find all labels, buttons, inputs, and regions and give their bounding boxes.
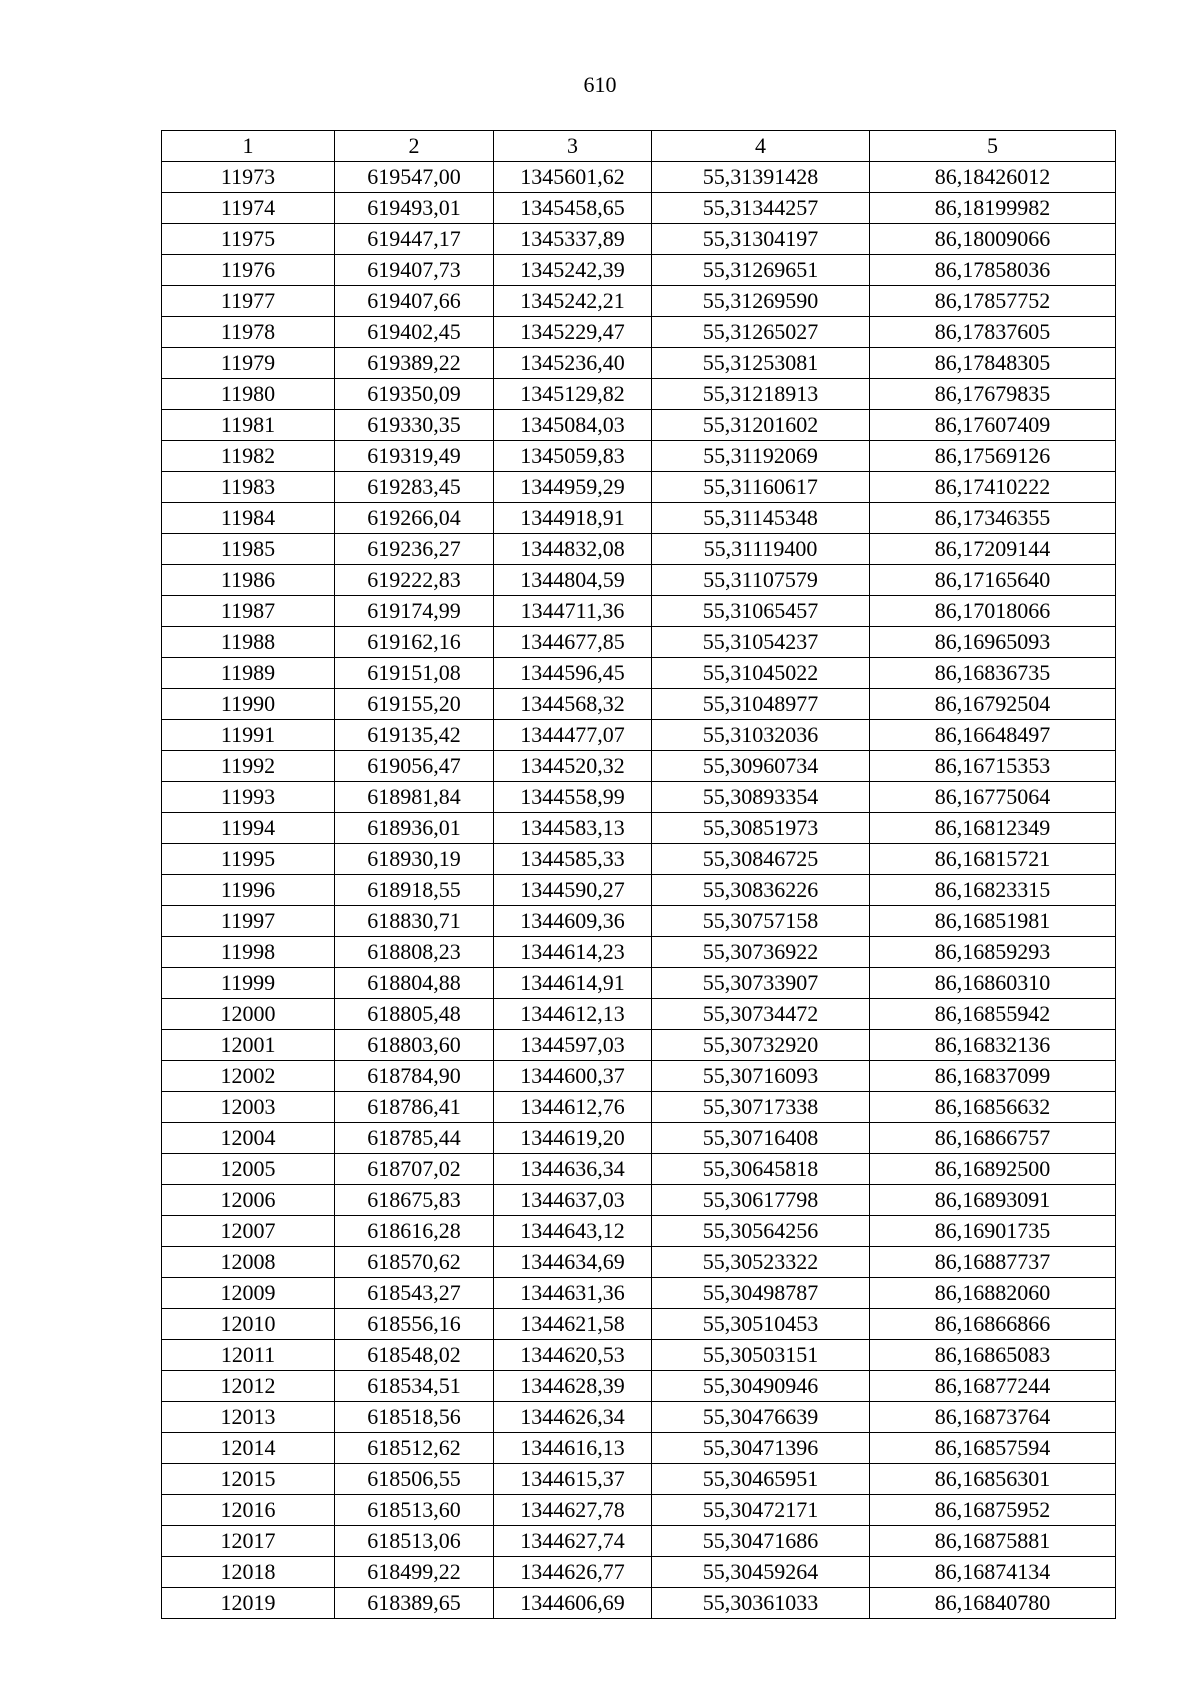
table-cell: 12019 [162,1588,335,1619]
table-row [162,1433,1116,1464]
table-cell: 619402,45 [335,317,494,348]
table-cell: 618543,27 [335,1278,494,1309]
table-cell: 86,17607409 [870,410,1116,441]
table-cell: 618513,06 [335,1526,494,1557]
table-cell: 12008 [162,1247,335,1278]
table-cell: 11992 [162,751,335,782]
table-cell: 1344614,91 [494,968,652,999]
table-cell: 618556,16 [335,1309,494,1340]
table-cell: 1344832,08 [494,534,652,565]
table-row [162,1464,1116,1495]
table-cell: 1344677,85 [494,627,652,658]
table-cell: 1344620,53 [494,1340,652,1371]
table-cell: 618616,28 [335,1216,494,1247]
table-row [162,286,1116,317]
table-cell: 55,30717338 [652,1092,870,1123]
table-cell: 86,16855942 [870,999,1116,1030]
table-cell: 55,31045022 [652,658,870,689]
table-cell: 86,16887737 [870,1247,1116,1278]
table-cell: 618518,56 [335,1402,494,1433]
table-row [162,906,1116,937]
table-cell: 1345242,39 [494,255,652,286]
table-cell: 11996 [162,875,335,906]
table-cell: 619283,45 [335,472,494,503]
table-row [162,999,1116,1030]
table-cell: 12004 [162,1123,335,1154]
table-cell: 12017 [162,1526,335,1557]
table-row [162,782,1116,813]
table-cell: 1344612,76 [494,1092,652,1123]
table-cell: 86,17569126 [870,441,1116,472]
table-row [162,193,1116,224]
table-cell: 55,30851973 [652,813,870,844]
table-cell: 12010 [162,1309,335,1340]
table-row [162,410,1116,441]
table-cell: 86,17837605 [870,317,1116,348]
table-cell: 1344627,74 [494,1526,652,1557]
table-cell: 86,16812349 [870,813,1116,844]
table-cell: 618804,88 [335,968,494,999]
table-cell: 1344619,20 [494,1123,652,1154]
table-cell: 618830,71 [335,906,494,937]
column-header: 3 [494,131,652,162]
table-cell: 55,30960734 [652,751,870,782]
table-cell: 619350,09 [335,379,494,410]
table-cell: 618570,62 [335,1247,494,1278]
table-cell: 11999 [162,968,335,999]
table-row [162,441,1116,472]
table-cell: 1344626,34 [494,1402,652,1433]
table-cell: 11978 [162,317,335,348]
table-cell: 11976 [162,255,335,286]
table-cell: 55,30716408 [652,1123,870,1154]
table-cell: 12014 [162,1433,335,1464]
table-cell: 1345229,47 [494,317,652,348]
table-row [162,844,1116,875]
table-cell: 55,30893354 [652,782,870,813]
table-cell: 1345236,40 [494,348,652,379]
table-row [162,968,1116,999]
table-cell: 55,31391428 [652,162,870,193]
table-cell: 1345601,62 [494,162,652,193]
table-cell: 618805,48 [335,999,494,1030]
table-cell: 11990 [162,689,335,720]
column-header: 2 [335,131,494,162]
table-cell: 11995 [162,844,335,875]
table-cell: 86,16775064 [870,782,1116,813]
table-cell: 1344600,37 [494,1061,652,1092]
table-cell: 55,31344257 [652,193,870,224]
table-cell: 619151,08 [335,658,494,689]
table-cell: 11984 [162,503,335,534]
table-row [162,1216,1116,1247]
table-cell: 55,31054237 [652,627,870,658]
table-cell: 619222,83 [335,565,494,596]
table-cell: 86,17410222 [870,472,1116,503]
table-row [162,1340,1116,1371]
table-cell: 11991 [162,720,335,751]
table-cell: 1344558,99 [494,782,652,813]
table-cell: 86,16866866 [870,1309,1116,1340]
table-cell: 12002 [162,1061,335,1092]
table-cell: 55,30361033 [652,1588,870,1619]
table-cell: 86,18009066 [870,224,1116,255]
table-cell: 619447,17 [335,224,494,255]
table-cell: 86,17857752 [870,286,1116,317]
table-cell: 11982 [162,441,335,472]
table-cell: 1344634,69 [494,1247,652,1278]
table-cell: 619162,16 [335,627,494,658]
table-cell: 55,30471396 [652,1433,870,1464]
table-cell: 11981 [162,410,335,441]
table-cell: 55,31107579 [652,565,870,596]
table-cell: 86,18426012 [870,162,1116,193]
table-row [162,1278,1116,1309]
table-cell: 12000 [162,999,335,1030]
table-cell: 55,31304197 [652,224,870,255]
table-cell: 86,16823315 [870,875,1116,906]
table-cell: 1344614,23 [494,937,652,968]
table-cell: 55,31253081 [652,348,870,379]
table-cell: 55,31218913 [652,379,870,410]
table-cell: 55,30733907 [652,968,870,999]
table-cell: 619266,04 [335,503,494,534]
table-cell: 12016 [162,1495,335,1526]
table-cell: 1344631,36 [494,1278,652,1309]
table-cell: 55,30846725 [652,844,870,875]
table-row [162,720,1116,751]
table-cell: 86,17848305 [870,348,1116,379]
table-cell: 619493,01 [335,193,494,224]
table-cell: 1344711,36 [494,596,652,627]
table-cell: 55,31032036 [652,720,870,751]
table-cell: 86,17209144 [870,534,1116,565]
table-cell: 1344804,59 [494,565,652,596]
table-cell: 618548,02 [335,1340,494,1371]
table-cell: 55,31269651 [652,255,870,286]
table-cell: 12009 [162,1278,335,1309]
table-cell: 1344918,91 [494,503,652,534]
coordinates-table [161,130,1116,1619]
table-cell: 12013 [162,1402,335,1433]
table-cell: 55,30476639 [652,1402,870,1433]
table-row [162,472,1116,503]
table-cell: 86,16882060 [870,1278,1116,1309]
table-cell: 11975 [162,224,335,255]
table-cell: 55,30510453 [652,1309,870,1340]
table-cell: 55,30732920 [652,1030,870,1061]
table-cell: 1345084,03 [494,410,652,441]
table-cell: 86,16892500 [870,1154,1116,1185]
table-cell: 86,16792504 [870,689,1116,720]
table-cell: 55,31265027 [652,317,870,348]
coordinates-table-body [162,131,1116,1619]
table-cell: 11973 [162,162,335,193]
table-cell: 618785,44 [335,1123,494,1154]
table-row [162,1185,1116,1216]
table-cell: 619389,22 [335,348,494,379]
table-cell: 1344621,58 [494,1309,652,1340]
table-cell: 1344520,32 [494,751,652,782]
table-cell: 86,17165640 [870,565,1116,596]
table-cell: 55,31119400 [652,534,870,565]
table-cell: 55,30617798 [652,1185,870,1216]
table-cell: 12015 [162,1464,335,1495]
table-cell: 618512,62 [335,1433,494,1464]
table-row [162,224,1116,255]
table-row [162,658,1116,689]
table-cell: 55,31201602 [652,410,870,441]
table-cell: 55,30734472 [652,999,870,1030]
table-cell: 11993 [162,782,335,813]
table-cell: 55,30471686 [652,1526,870,1557]
table-cell: 12011 [162,1340,335,1371]
table-row [162,317,1116,348]
table-cell: 618675,83 [335,1185,494,1216]
table-row [162,1557,1116,1588]
table-row [162,627,1116,658]
table-cell: 618918,55 [335,875,494,906]
table-row [162,503,1116,534]
table-cell: 55,31269590 [652,286,870,317]
table-row [162,1309,1116,1340]
table-row [162,1061,1116,1092]
column-header: 1 [162,131,335,162]
table-cell: 55,30716093 [652,1061,870,1092]
table-cell: 1344597,03 [494,1030,652,1061]
table-cell: 1344615,37 [494,1464,652,1495]
table-cell: 618808,23 [335,937,494,968]
table-cell: 55,31192069 [652,441,870,472]
table-cell: 1345242,21 [494,286,652,317]
column-header: 4 [652,131,870,162]
table-cell: 86,16815721 [870,844,1116,875]
table-cell: 55,30736922 [652,937,870,968]
table-cell: 86,16851981 [870,906,1116,937]
table-cell: 55,30465951 [652,1464,870,1495]
table-row [162,1495,1116,1526]
table-cell: 1344596,45 [494,658,652,689]
table-cell: 12018 [162,1557,335,1588]
table-cell: 11979 [162,348,335,379]
table-cell: 618506,55 [335,1464,494,1495]
page-number: 610 [583,72,617,97]
table-cell: 1345129,82 [494,379,652,410]
column-header: 5 [870,131,1116,162]
table-cell: 86,16836735 [870,658,1116,689]
table-cell: 86,16874134 [870,1557,1116,1588]
table-cell: 86,16875881 [870,1526,1116,1557]
table-row [162,813,1116,844]
table-cell: 1344609,36 [494,906,652,937]
table-cell: 86,16893091 [870,1185,1116,1216]
table-row [162,1588,1116,1619]
table-cell: 86,16860310 [870,968,1116,999]
table-cell: 86,16901735 [870,1216,1116,1247]
table-cell: 86,17346355 [870,503,1116,534]
table-cell: 55,30645818 [652,1154,870,1185]
table-cell: 12001 [162,1030,335,1061]
table-cell: 619330,35 [335,410,494,441]
table-cell: 11980 [162,379,335,410]
table-cell: 618936,01 [335,813,494,844]
table-cell: 86,16857594 [870,1433,1116,1464]
table-cell: 86,16866757 [870,1123,1116,1154]
table-cell: 55,30836226 [652,875,870,906]
table-cell: 55,30472171 [652,1495,870,1526]
table-row [162,1092,1116,1123]
table-cell: 619155,20 [335,689,494,720]
table-cell: 86,16856632 [870,1092,1116,1123]
table-cell: 86,16877244 [870,1371,1116,1402]
table-row [162,596,1116,627]
table-cell: 618513,60 [335,1495,494,1526]
table-cell: 11994 [162,813,335,844]
table-cell: 86,17018066 [870,596,1116,627]
table-cell: 86,18199982 [870,193,1116,224]
table-cell: 11987 [162,596,335,627]
table-cell: 12005 [162,1154,335,1185]
table-cell: 1344477,07 [494,720,652,751]
table-cell: 619135,42 [335,720,494,751]
table-cell: 86,16840780 [870,1588,1116,1619]
table-cell: 11997 [162,906,335,937]
table-cell: 11986 [162,565,335,596]
table-cell: 12007 [162,1216,335,1247]
table-cell: 11985 [162,534,335,565]
table-cell: 1344959,29 [494,472,652,503]
table-row [162,348,1116,379]
table-cell: 1344637,03 [494,1185,652,1216]
table-row [162,379,1116,410]
table-cell: 55,31065457 [652,596,870,627]
table-cell: 55,30459264 [652,1557,870,1588]
table-row [162,1030,1116,1061]
table-cell: 1344626,77 [494,1557,652,1588]
table-header-row [162,131,1116,162]
table-cell: 86,16965093 [870,627,1116,658]
table-cell: 618981,84 [335,782,494,813]
table-cell: 12006 [162,1185,335,1216]
table-row [162,1526,1116,1557]
table-row [162,255,1116,286]
table-cell: 1344612,13 [494,999,652,1030]
table-cell: 1345458,65 [494,193,652,224]
table-row [162,162,1116,193]
table-cell: 11974 [162,193,335,224]
table-row [162,1402,1116,1433]
table-cell: 619236,27 [335,534,494,565]
table-cell: 55,30757158 [652,906,870,937]
table-cell: 86,16837099 [870,1061,1116,1092]
table-cell: 618786,41 [335,1092,494,1123]
table-cell: 86,16875952 [870,1495,1116,1526]
table-cell: 619056,47 [335,751,494,782]
table-cell: 86,16856301 [870,1464,1116,1495]
table-cell: 618707,02 [335,1154,494,1185]
table-cell: 1344568,32 [494,689,652,720]
table-cell: 86,16865083 [870,1340,1116,1371]
table-row [162,937,1116,968]
table-row [162,565,1116,596]
table-cell: 618803,60 [335,1030,494,1061]
table-cell: 618389,65 [335,1588,494,1619]
table-cell: 86,16715353 [870,751,1116,782]
table-cell: 11998 [162,937,335,968]
table-cell: 1344616,13 [494,1433,652,1464]
table-cell: 1344585,33 [494,844,652,875]
table-cell: 11977 [162,286,335,317]
table-cell: 1344636,34 [494,1154,652,1185]
table-cell: 618784,90 [335,1061,494,1092]
table-cell: 1344606,69 [494,1588,652,1619]
table-cell: 619407,73 [335,255,494,286]
table-cell: 55,31048977 [652,689,870,720]
table-cell: 1344627,78 [494,1495,652,1526]
table-row [162,875,1116,906]
table-cell: 618499,22 [335,1557,494,1588]
table-cell: 55,30523322 [652,1247,870,1278]
table-cell: 618534,51 [335,1371,494,1402]
table-row [162,1247,1116,1278]
table-row [162,1154,1116,1185]
table-row [162,534,1116,565]
table-cell: 86,16648497 [870,720,1116,751]
table-cell: 55,30490946 [652,1371,870,1402]
table-row [162,689,1116,720]
table-cell: 86,16873764 [870,1402,1116,1433]
table-cell: 11988 [162,627,335,658]
table-cell: 11983 [162,472,335,503]
table-cell: 55,30503151 [652,1340,870,1371]
table-cell: 618930,19 [335,844,494,875]
table-cell: 86,16832136 [870,1030,1116,1061]
table-row [162,1123,1116,1154]
table-row [162,751,1116,782]
table-cell: 619407,66 [335,286,494,317]
table-cell: 55,31160617 [652,472,870,503]
table-cell: 86,17858036 [870,255,1116,286]
table-cell: 1344583,13 [494,813,652,844]
table-cell: 11989 [162,658,335,689]
table-cell: 55,31145348 [652,503,870,534]
table-cell: 86,16859293 [870,937,1116,968]
table-cell: 619174,99 [335,596,494,627]
table-cell: 619547,00 [335,162,494,193]
table-cell: 1345337,89 [494,224,652,255]
table-cell: 1344643,12 [494,1216,652,1247]
table-cell: 12003 [162,1092,335,1123]
table-cell: 55,30498787 [652,1278,870,1309]
table-cell: 55,30564256 [652,1216,870,1247]
table-cell: 1344590,27 [494,875,652,906]
table-cell: 1344628,39 [494,1371,652,1402]
table-cell: 86,17679835 [870,379,1116,410]
table-row [162,1371,1116,1402]
table-cell: 12012 [162,1371,335,1402]
table-cell: 619319,49 [335,441,494,472]
table-cell: 1345059,83 [494,441,652,472]
